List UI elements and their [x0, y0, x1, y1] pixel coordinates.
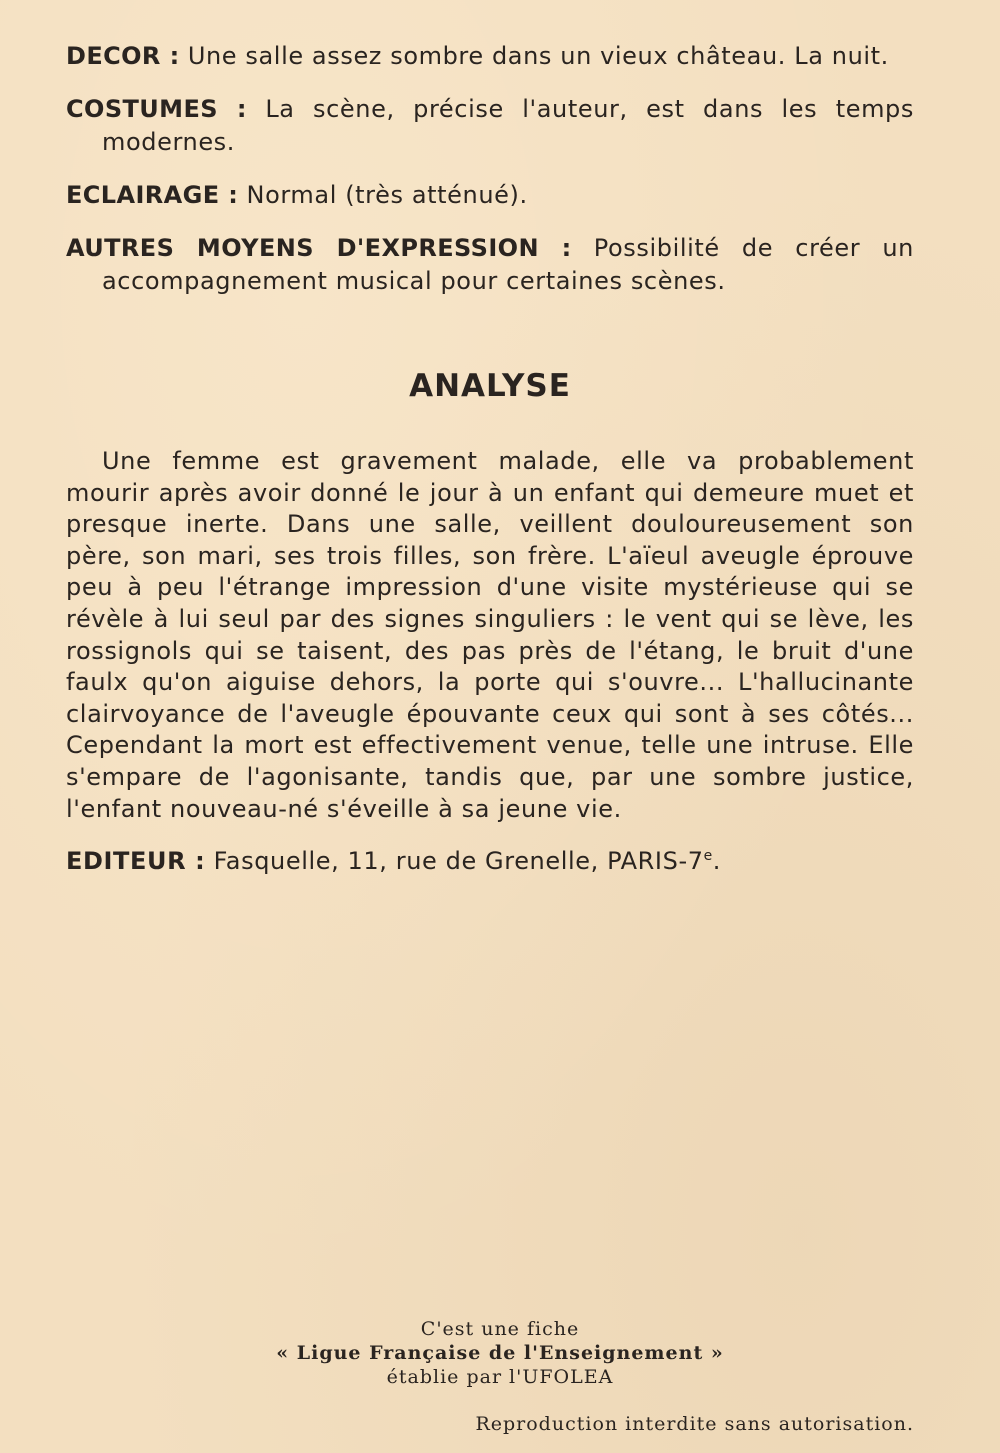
- editor-suffix: .: [712, 847, 722, 876]
- decor-entry: [66, 40, 914, 73]
- document-page: [66, 40, 914, 878]
- decor-text: Une salle assez sombre dans un vieux château. La nuit.: [187, 42, 889, 70]
- footer-line-1: C'est une fiche: [420, 1318, 580, 1340]
- eclairage-label: ECLAIRAGE :: [66, 181, 239, 209]
- editor-entry: [66, 845, 914, 878]
- footer-line-3: établie par l'UFOLEA: [386, 1366, 614, 1388]
- footer-line-2: « Ligue Française de l'Enseignement »: [276, 1342, 724, 1364]
- autres-moyens-text: Possibilité de créer un accompagnement musical pour certaines scènes.: [102, 234, 914, 295]
- analysis-heading: ANALYSE: [409, 368, 571, 404]
- editor-text: Fasquelle, 11, rue de Grenelle, PARIS-7: [213, 847, 704, 876]
- decor-label: DECOR :: [66, 42, 180, 70]
- costumes-entry: [66, 93, 914, 159]
- autres-moyens-label: AUTRES MOYENS D'EXPRESSION :: [66, 234, 572, 262]
- eclairage-text: Normal (très atténué).: [246, 181, 528, 209]
- editor-superscript: e: [703, 848, 713, 865]
- costumes-text: La scène, précise l'auteur, est dans les temps modernes.: [102, 95, 914, 156]
- eclairage-entry: [66, 179, 914, 212]
- costumes-label: COSTUMES :: [66, 95, 247, 123]
- analysis-paragraph: Une femme est gravement malade, elle va probablement mourir après avoir donné le jour à un enfant qui demeure muet et presque inerte. Dans une salle, veillent douloureusement son père, son mari, ses trois filles, son frère. L'aïeul aveugle éprouve peu à peu l'étrange impression d'une visite mystérieuse qui se révèle à lui seul par des signes singuliers : le vent qui se lève, les rossignols qui se taisent, des pas près de l'étang, le bruit d'une faulx qu'on aiguise dehors, la porte qui s'ouvre... L'hallucinante clairvoyance de l'aveugle épouvante ceux qui sont à ses côtés... Cependant la mort est effectivement venue, telle une intruse. Elle s'empare de l'agonisante, tandis que, par une sombre justice, l'enfant nouveau-né s'éveille à sa jeune vie.: [66, 447, 914, 823]
- footer-credit: [0, 1317, 1000, 1389]
- editor-label: EDITEUR :: [66, 847, 206, 876]
- autres-moyens-entry: [66, 232, 914, 298]
- reproduction-notice: Reproduction interdite sans autorisation.: [475, 1413, 914, 1435]
